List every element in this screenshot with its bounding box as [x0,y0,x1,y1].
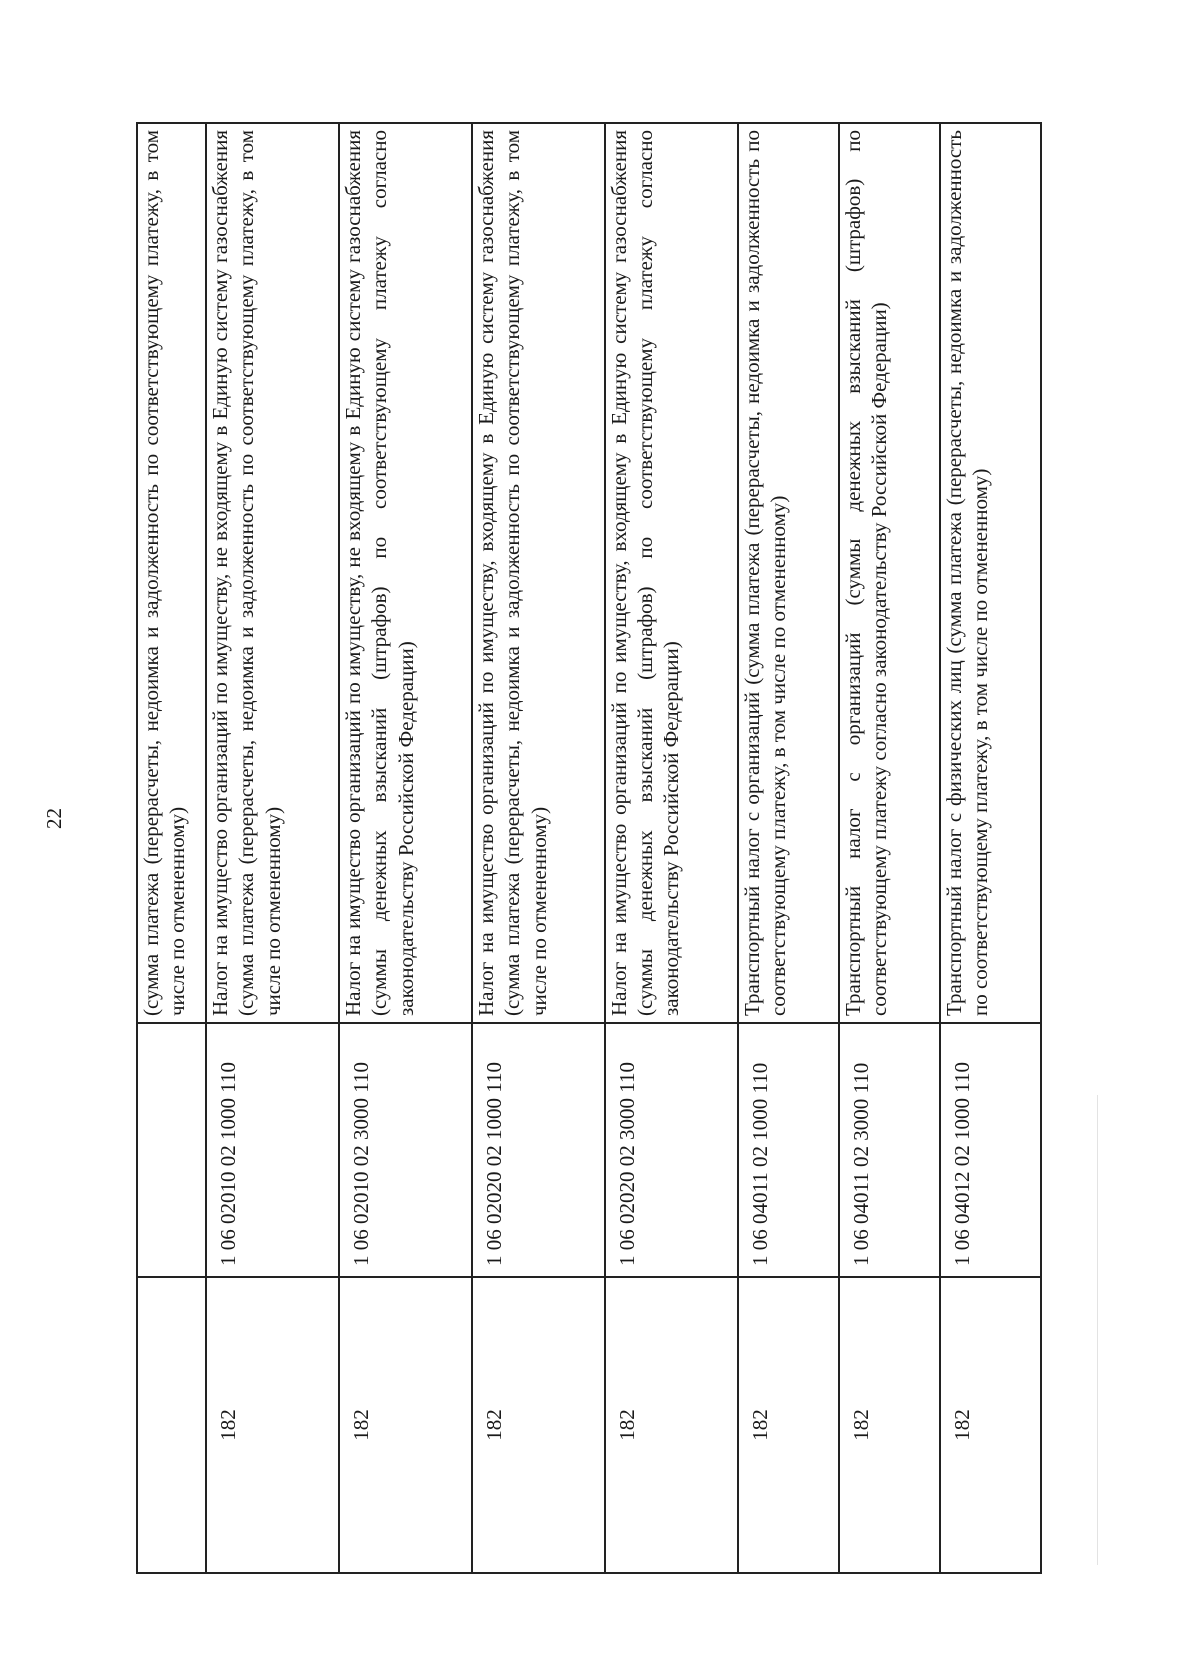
budget-code-cell: 1 06 02020 02 1000 110 [472,1023,605,1277]
description-cell: Транспортный налог с организаций (суммы денежных взысканий (штрафов) по соответствующему платежу согласно законодательству Российской Федерации) [839,123,940,1023]
admin-code-cell: 182 [738,1277,839,1573]
admin-code-cell: 182 [605,1277,738,1573]
budget-code-cell: 1 06 02010 02 3000 110 [339,1023,472,1277]
budget-code-cell: 1 06 02010 02 1000 110 [206,1023,339,1277]
description-cell: Налог на имущество организаций по имуществу, входящему в Единую систему газоснабжения (сумма платежа (перерасчеты, недоимка и задолженность по соответствующему платежу, в том числе по отмененному) [472,123,605,1023]
budget-code-cell: 1 06 04011 02 1000 110 [738,1023,839,1277]
rotated-table-container [136,124,1042,1574]
budget-code-cell: 1 06 04012 02 1000 110 [940,1023,1041,1277]
admin-code-cell: 182 [839,1277,940,1573]
admin-code-cell [137,1277,206,1573]
description-cell: Налог на имущество организаций по имуществу, не входящему в Единую систему газоснабжения (сумма платежа (перерасчеты, недоимка и задолженность по соответствующему платежу, в том числе по отмененному) [206,123,339,1023]
description-cell: Налог на имущество организаций по имуществу, входящему в Единую систему газоснабжения (суммы денежных взысканий (штрафов) по соответствующему платежу согласно законодательству Российской Федерации) [605,123,738,1023]
admin-code-cell: 182 [206,1277,339,1573]
table-row [605,123,738,1573]
table-row [472,123,605,1573]
description-cell: (сумма платежа (перерасчеты, недоимка и задолженность по соответствующему платежу, в том числе по отмененному) [137,123,206,1023]
budget-code-cell: 1 06 02020 02 3000 110 [605,1023,738,1277]
admin-code-cell: 182 [472,1277,605,1573]
table-row [839,123,940,1573]
table-row [206,123,339,1573]
description-cell: Налог на имущество организаций по имуществу, не входящему в Единую систему газоснабжения (суммы денежных взысканий (штрафов) по соответствующему платежу согласно законодательству Российской Федерации) [339,123,472,1023]
table-row [137,123,206,1573]
table-row [339,123,472,1573]
budget-code-cell: 1 06 04011 02 3000 110 [839,1023,940,1277]
description-cell: Транспортный налог с физических лиц (сумма платежа (перерасчеты, недоимка и задолженность по соответствующему платежу, в том числе по отмененному) [940,123,1041,1023]
scan-artifact-line [1097,1095,1098,1565]
budget-code-cell [137,1023,206,1277]
page-number: 22 [42,808,66,829]
table-row [940,123,1041,1573]
description-cell: Транспортный налог с организаций (сумма платежа (перерасчеты, недоимка и задолженность по соответствующему платежу, в том числе по отмененному) [738,123,839,1023]
budget-classification-table [136,122,1042,1574]
table-row [738,123,839,1573]
admin-code-cell: 182 [940,1277,1041,1573]
admin-code-cell: 182 [339,1277,472,1573]
